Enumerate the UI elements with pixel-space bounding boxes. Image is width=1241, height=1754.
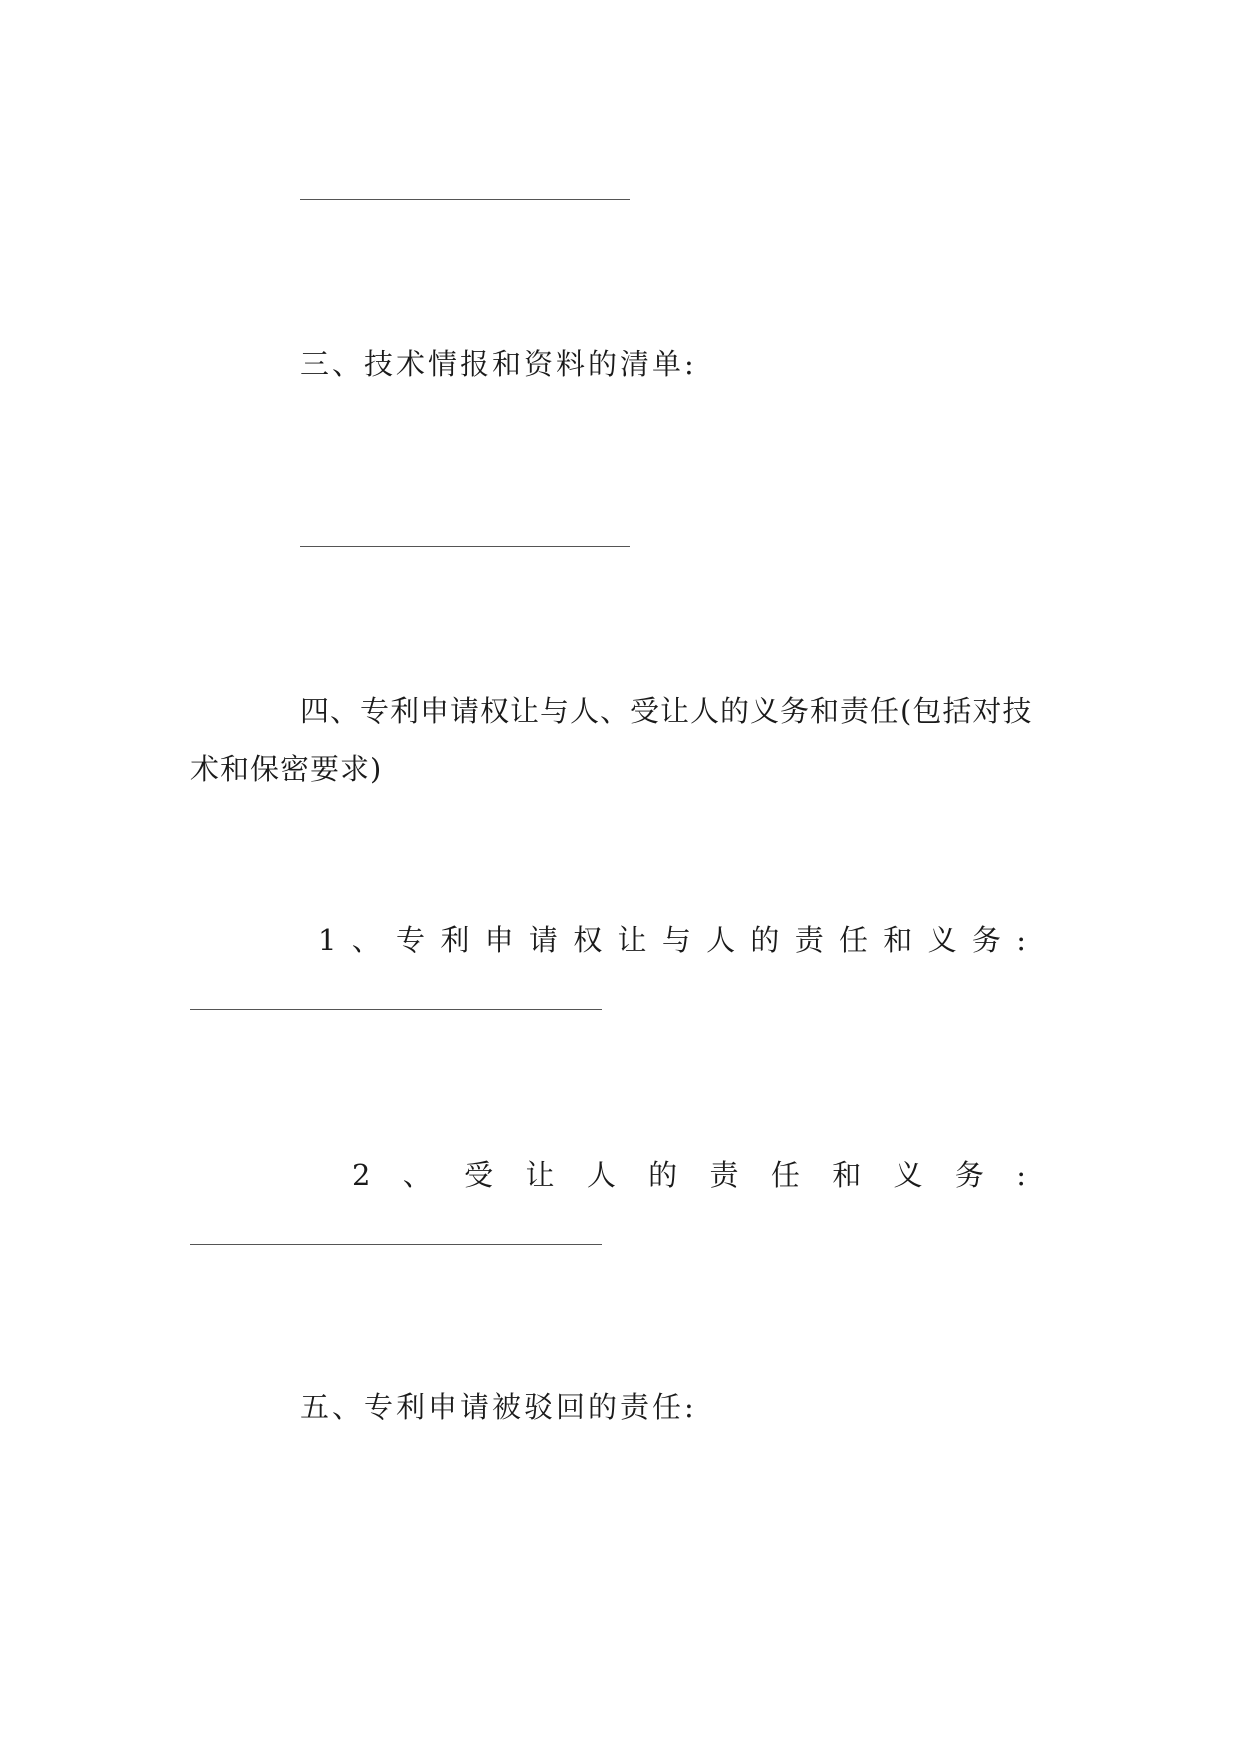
item-1-char: 与	[661, 923, 691, 957]
item-1-line	[318, 920, 1026, 960]
item-1-char: 让	[617, 923, 647, 957]
section-5-title: 五、专利申请被驳回的责任:	[300, 1390, 697, 1424]
item-1-char: 专	[396, 923, 426, 957]
item-2-char: 人	[586, 1158, 616, 1192]
item-1-char: 责	[794, 923, 824, 957]
blank-line-2	[300, 546, 630, 547]
item-2-char: 的	[648, 1158, 678, 1192]
blank-line-1	[300, 199, 630, 200]
blank-line-3	[190, 1009, 602, 1010]
blank-line-4	[190, 1244, 602, 1245]
item-1-char: 义	[927, 923, 957, 957]
item-2-char: 受	[464, 1158, 494, 1192]
item-1-char: 请	[528, 923, 558, 957]
item-2-char: 让	[525, 1158, 555, 1192]
item-1-char: 人	[706, 923, 736, 957]
item-1-char: 申	[484, 923, 514, 957]
item-1-char: 1	[318, 923, 337, 957]
item-1-char: 和	[883, 923, 913, 957]
item-2-char: 务	[954, 1158, 984, 1192]
item-1-char: 、	[351, 923, 381, 957]
section-4-title: 四、专利申请权让与人、受让人的义务和责任(包括对技术和保密要求)	[190, 694, 1033, 786]
item-2-line	[352, 1155, 1026, 1195]
item-1-char: :	[1016, 923, 1026, 957]
item-2-char: 责	[709, 1158, 739, 1192]
section-3-title: 三、技术情报和资料的清单:	[300, 347, 697, 381]
item-2-char: :	[1016, 1158, 1026, 1192]
item-1-char: 任	[839, 923, 869, 957]
item-2-char: 、	[402, 1158, 432, 1192]
item-2-char: 任	[770, 1158, 800, 1192]
item-2-char: 和	[832, 1158, 862, 1192]
section-4-paragraph	[190, 682, 1060, 798]
item-1-char: 的	[750, 923, 780, 957]
item-1-char: 务	[971, 923, 1001, 957]
item-1-char: 权	[573, 923, 603, 957]
item-1-char: 利	[440, 923, 470, 957]
item-2-char: 义	[893, 1158, 923, 1192]
item-2-char: 2	[352, 1158, 371, 1192]
